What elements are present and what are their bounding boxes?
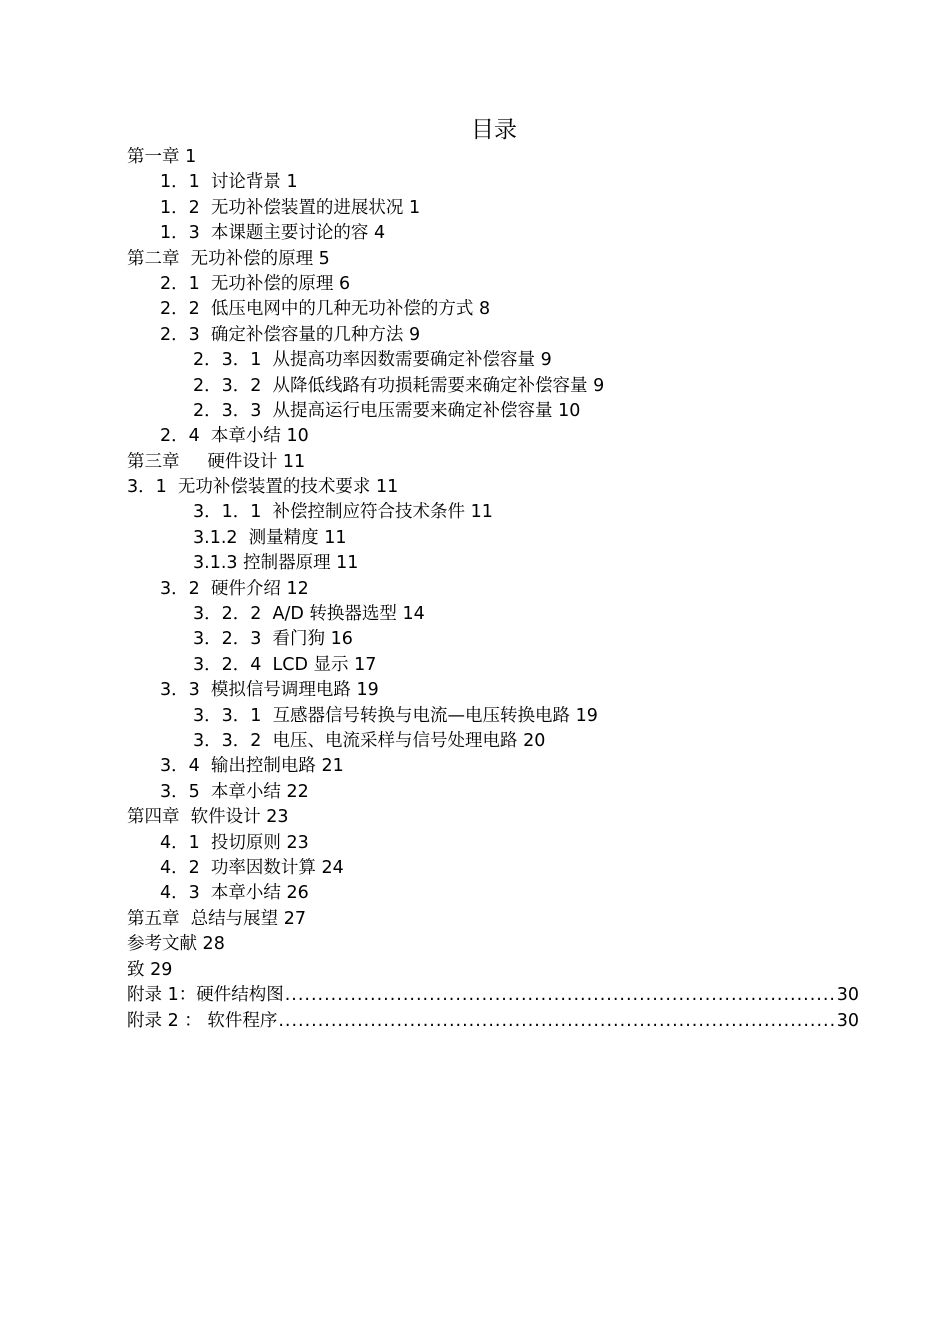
toc-entry[interactable]: 3．3 模拟信号调理电路 19 bbox=[160, 680, 379, 701]
toc-entry[interactable]: 2．3．1 从提高功率因数需要确定补偿容量 9 bbox=[193, 350, 552, 371]
toc-entry[interactable]: 1．2 无功补偿装置的进展状况 1 bbox=[160, 197, 421, 218]
toc-entry[interactable]: 3．4 输出控制电路 21 bbox=[160, 756, 344, 777]
toc-entry[interactable]: 3．1 无功补偿装置的技术要求 11 bbox=[127, 477, 399, 498]
toc-entry[interactable]: 1．1 讨论背景 1 bbox=[160, 172, 298, 193]
toc-entry[interactable]: 4．2 功率因数计算 24 bbox=[160, 857, 344, 878]
dot-leader bbox=[278, 1009, 835, 1034]
toc-entry[interactable]: 4．3 本章小结 26 bbox=[160, 883, 309, 904]
toc-entry-appendix-1[interactable] bbox=[127, 983, 859, 1008]
toc-entry[interactable]: 第三章 硬件设计 11 bbox=[127, 451, 306, 472]
toc-entry[interactable]: 2．3 确定补偿容量的几种方法 9 bbox=[160, 324, 421, 345]
appendix-page: 30 bbox=[836, 1010, 859, 1031]
toc-entry[interactable]: 1．3 本课题主要讨论的容 4 bbox=[160, 223, 386, 244]
toc-entry[interactable]: 3．1．1 补偿控制应符合技术条件 11 bbox=[193, 502, 493, 523]
toc-entry[interactable]: 3．2 硬件介绍 12 bbox=[160, 578, 309, 599]
dot-leader bbox=[285, 983, 836, 1008]
toc-entry[interactable]: 3．2．2 A/D 转换器选型 14 bbox=[193, 604, 425, 625]
toc-entry[interactable]: 第一章 1 bbox=[127, 147, 197, 167]
toc-entry[interactable]: 2．3．2 从降低线路有功损耗需要来确定补偿容量 9 bbox=[193, 375, 605, 396]
toc-entry[interactable]: 3．3．1 互感器信号转换与电流—电压转换电路 19 bbox=[193, 705, 598, 726]
toc-entry-appendix-2[interactable] bbox=[127, 1009, 859, 1034]
toc-entry[interactable]: 致 29 bbox=[127, 959, 173, 980]
toc-entry[interactable]: 第二章 无功补偿的原理 5 bbox=[127, 248, 330, 269]
toc-entry[interactable]: 2．2 低压电网中的几种无功补偿的方式 8 bbox=[160, 299, 491, 320]
toc-entry[interactable]: 3.1.3 控制器原理 11 bbox=[193, 553, 359, 574]
toc-entry[interactable]: 4．1 投切原则 23 bbox=[160, 832, 309, 853]
toc-entry[interactable]: 第四章 软件设计 23 bbox=[127, 807, 289, 828]
toc-entry[interactable]: 2．4 本章小结 10 bbox=[160, 426, 309, 447]
toc-entry[interactable]: 2．1 无功补偿的原理 6 bbox=[160, 273, 351, 294]
appendix-label: 附录 1：硬件结构图 bbox=[127, 985, 284, 1006]
toc-title: 目录 bbox=[471, 117, 517, 143]
toc-entry[interactable]: 2．3．3 从提高运行电压需要来确定补偿容量 10 bbox=[193, 400, 581, 421]
toc-entry[interactable]: 3．2．3 看门狗 16 bbox=[193, 629, 353, 650]
toc-entry[interactable]: 第五章 总结与展望 27 bbox=[127, 908, 306, 929]
toc-entry[interactable]: 3．5 本章小结 22 bbox=[160, 781, 309, 802]
appendix-page: 30 bbox=[836, 985, 859, 1006]
table-of-contents bbox=[0, 145, 950, 1031]
toc-entry[interactable]: 3.1.2 测量精度 11 bbox=[193, 527, 347, 548]
toc-entry[interactable]: 3．2．4 LCD 显示 17 bbox=[193, 654, 377, 675]
toc-entry[interactable]: 3．3．2 电压、电流采样与信号处理电路 20 bbox=[193, 730, 546, 751]
appendix-label: 附录 2 ： 软件程序 bbox=[127, 1010, 278, 1031]
toc-entry[interactable]: 参考文献 28 bbox=[127, 934, 225, 955]
